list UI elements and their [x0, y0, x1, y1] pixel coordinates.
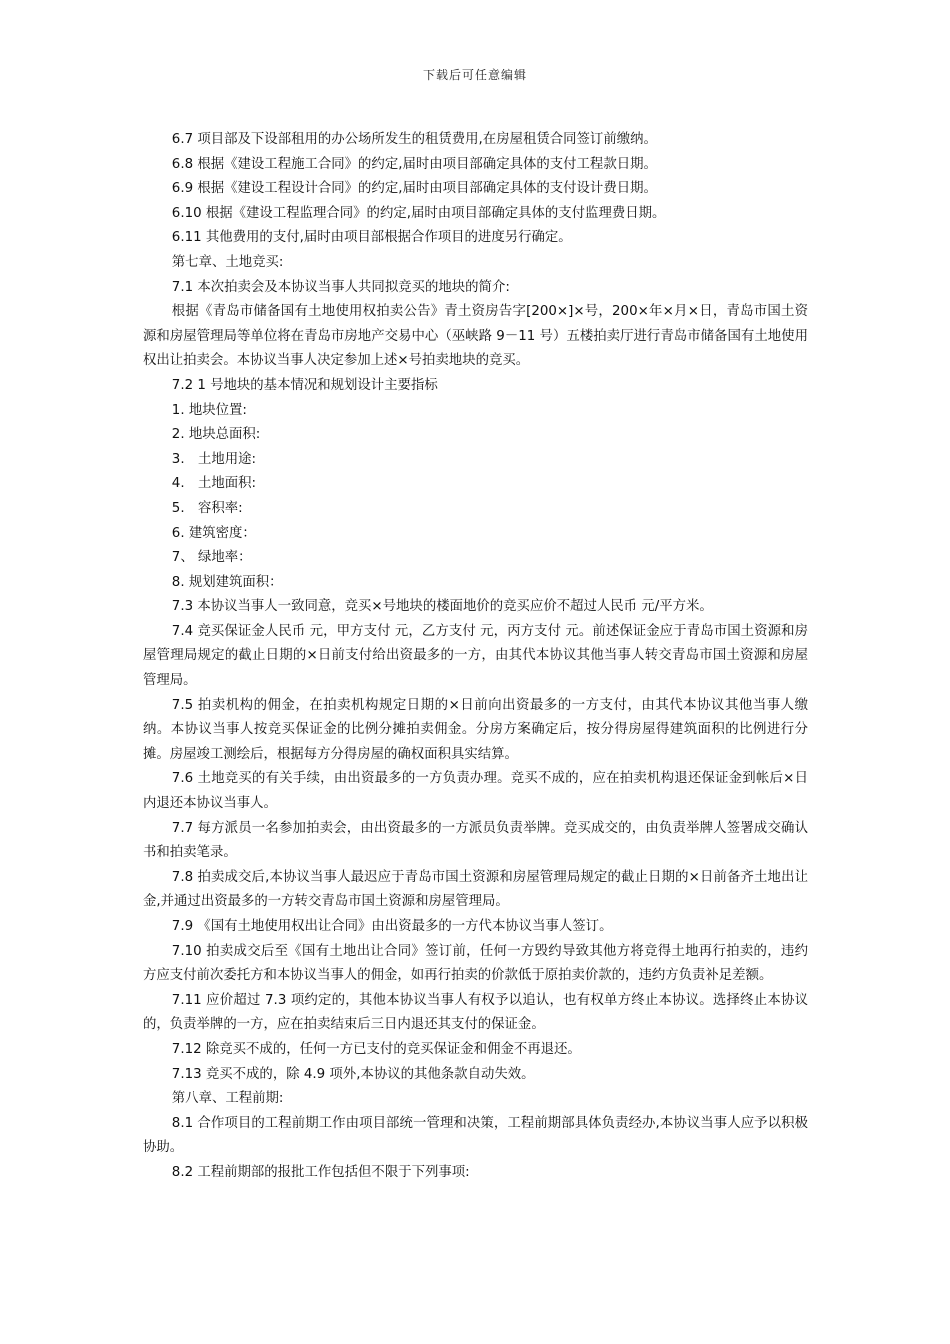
paragraph: 6.11 其他费用的支付,届时由项目部根据合作项目的进度另行确定。 [171, 230, 572, 246]
paragraph: 4. 土地面积: [171, 476, 257, 492]
paragraph: 7.10 拍卖成交后至《国有土地出让合同》签订前，任何一方毁约导致其他方将竞得土地再行拍卖的，违约方应支付前次委托方和本协议当事人的佣金，如再行拍卖的价款低于原拍卖价款的，违约方负责补足差额。 [143, 943, 808, 984]
paragraph: 7.13 竞买不成的，除 4.9 项外,本协议的其他条款自动失效。 [171, 1066, 535, 1082]
paragraph: 7、 绿地率： [171, 550, 252, 566]
paragraph: 7.2 1 号地块的基本情况和规划设计主要指标 [171, 377, 438, 393]
paragraph: 7.8 拍卖成交后,本协议当事人最迟应于青岛市国土资源和房屋管理局规定的截止日期的×日前备齐土地出让金,并通过出资最多的一方转交青岛市国土资源和房屋管理局。 [143, 869, 808, 910]
paragraph: 7.7 每方派员一名参加拍卖会，由出资最多的一方派员负责举牌。竞买成交的，由负责举牌人签署成交确认书和拍卖笔录。 [143, 820, 808, 861]
paragraph: 7.1 本次拍卖会及本协议当事人共同拟竞买的地块的简介: [171, 279, 510, 295]
paragraph: 8.2 工程前期部的报批工作包括但不限于下列事项: [171, 1164, 470, 1180]
paragraph: 8.1 合作项目的工程前期工作由项目部统一管理和决策，工程前期部具体负责经办,本协议当事人应予以积极协助。 [143, 1115, 808, 1156]
paragraph: 第七章、土地竞买: [171, 254, 284, 270]
paragraph: 7.6 土地竞买的有关手续，由出资最多的一方负责办理。竞买不成的，应在拍卖机构退还保证金到帐后×日内退还本协议当事人。 [143, 771, 808, 812]
paragraph: 6.10 根据《建设工程监理合同》的约定,届时由项目部确定具体的支付监理费日期。 [171, 205, 666, 221]
paragraph: 6.9 根据《建设工程设计合同》的约定,届时由项目部确定具体的支付设计费日期。 [171, 181, 657, 197]
paragraph: 第八章、工程前期: [171, 1091, 284, 1107]
paragraph: 1. 地块位置: [171, 402, 247, 418]
paragraph: 3. 土地用途: [171, 451, 257, 467]
paragraph: 7.12 除竞买不成的，任何一方已支付的竞买保证金和佣金不再退还。 [171, 1041, 581, 1057]
paragraph: 6.7 项目部及下设部租用的办公场所发生的租赁费用,在房屋租赁合同签订前缴纳。 [171, 132, 657, 147]
paragraph: 7.3 本协议当事人一致同意，竞买×号地块的楼面地价的竞买应价不超过人民币 元/平方米。 [171, 599, 713, 615]
paragraph: 7.11 应价超过 7.3 项约定的，其他本协议当事人有权予以追认，也有权单方终止本协议。选择终止本协议的，负责举牌的一方，应在拍卖结束后三日内退还其支付的保证金。 [143, 992, 808, 1033]
paragraph: 6.8 根据《建设工程施工合同》的约定,届时由项目部确定具体的支付工程款日期。 [171, 156, 657, 172]
paragraph: 根据《青岛市储备国有土地使用权拍卖公告》青土资房告字[200×]×号，200×年×月×日，青岛市国土资源和房屋管理局等单位将在青岛市房地产交易中心（巫峡路 9－11 号）五楼拍卖厅进行青岛市储备国有土地使用权出让拍卖会。本协议当事人决定参加上述×号拍卖地块的竞买。 [143, 304, 808, 369]
document-body [143, 128, 808, 1186]
paragraph: 2. 地块总面积: [171, 427, 261, 443]
paragraph: 5. 容积率: [171, 500, 243, 516]
page-header: 下载后可任意编辑 [422, 68, 527, 82]
paragraph: 7.5 拍卖机构的佣金，在拍卖机构规定日期的×日前向出资最多的一方支付，由其代本协议其他当事人缴纳。本协议当事人按竞买保证金的比例分摊拍卖佣金。分房方案确定后，按分得房屋得建筑面积的比例进行分摊。房屋竣工测绘后，根据每方分得房屋的确权面积具实结算。 [143, 697, 808, 762]
paragraph: 7.9 《国有土地使用权出让合同》由出资最多的一方代本协议当事人签订。 [171, 919, 613, 934]
paragraph: 6. 建筑密度： [171, 525, 256, 541]
paragraph: 8. 规划建筑面积： [171, 574, 283, 590]
paragraph: 7.4 竞买保证金人民币 元，甲方支付 元，乙方支付 元，丙方支付 元。前述保证金应于青岛市国土资源和房屋管理局规定的截止日期的×日前支付给出资最多的一方，由其代本协议其他当事人转交青岛市国土资源和房屋管理局。 [143, 623, 808, 689]
